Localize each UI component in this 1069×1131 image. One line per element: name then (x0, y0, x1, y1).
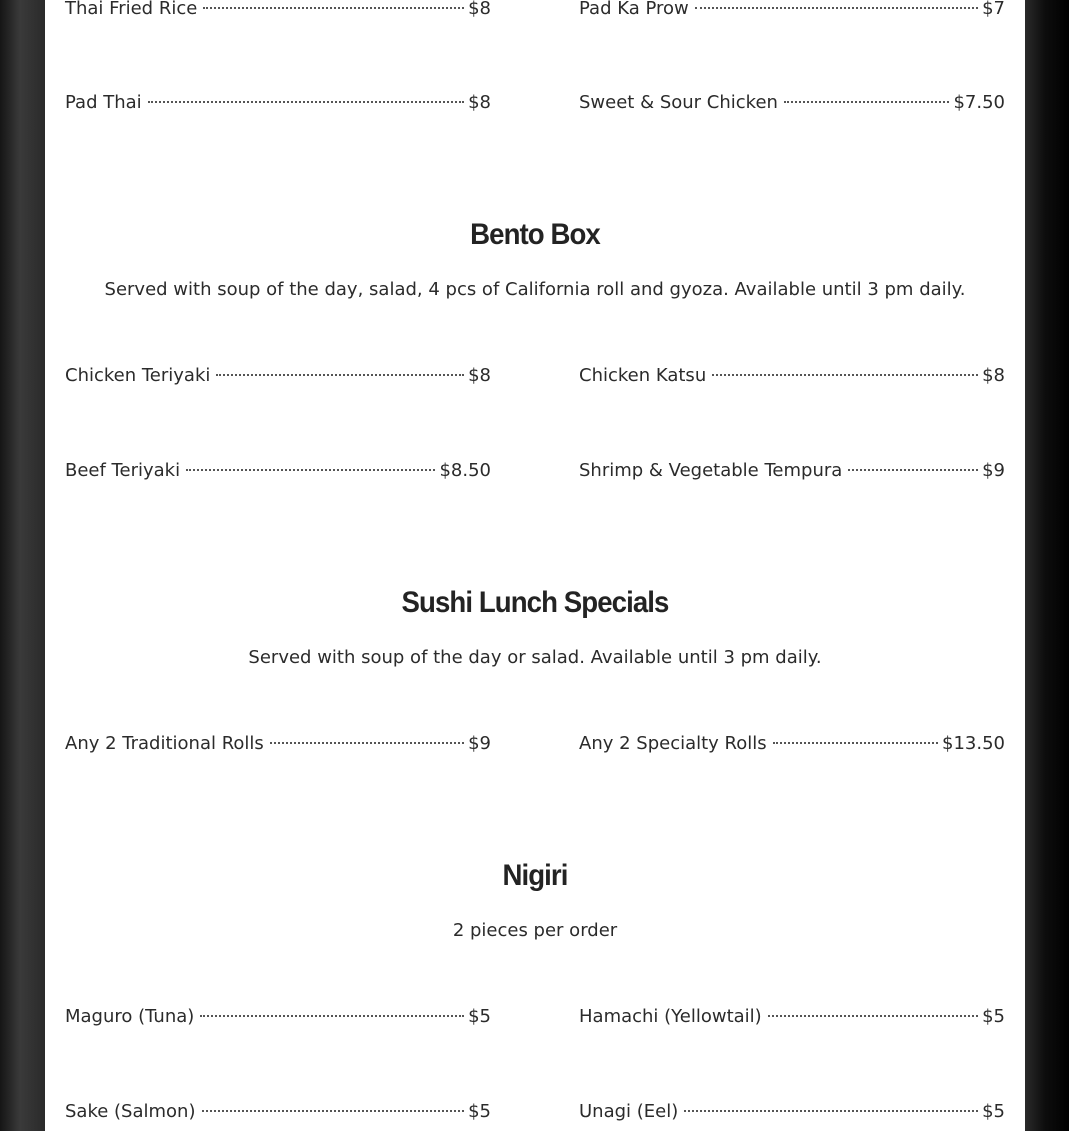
menu-item-name: Unagi (Eel) (579, 1101, 679, 1122)
menu-item (65, 0, 491, 24)
menu-item-name: Chicken Teriyaki (65, 365, 211, 386)
dot-leader (202, 1110, 465, 1112)
menu-item (65, 1097, 491, 1127)
menu-item-name: Any 2 Traditional Rolls (65, 733, 264, 754)
section-title-nigiri: Nigiri (502, 859, 568, 892)
menu-item-name: Chicken Katsu (579, 365, 707, 386)
menu-row (65, 456, 1005, 486)
menu-row (65, 88, 1005, 118)
menu-page (45, 0, 1025, 1131)
dot-leader (768, 1015, 978, 1017)
menu-item (65, 88, 491, 118)
menu-item (579, 361, 1005, 391)
dot-leader (200, 1015, 464, 1017)
menu-row (65, 1002, 1005, 1032)
menu-item-name: Pad Thai (65, 92, 142, 113)
menu-item-price: $9 (468, 733, 491, 754)
menu-item (579, 1002, 1005, 1032)
menu-item (579, 0, 1005, 24)
menu-item-price: $7.50 (953, 92, 1005, 113)
menu-item-price: $5 (982, 1006, 1005, 1027)
menu-item-name: Pad Ka Prow (579, 0, 689, 19)
menu-row (65, 0, 1005, 24)
dot-leader (186, 469, 435, 471)
section-description-sushi-lunch-specials: Served with soup of the day or salad. Available until 3 pm daily. (248, 647, 822, 668)
dot-leader (773, 742, 938, 744)
menu-item-price: $8 (982, 365, 1005, 386)
menu-item-name: Sweet & Sour Chicken (579, 92, 778, 113)
menu-item (65, 1002, 491, 1032)
dot-leader (203, 7, 464, 9)
menu-item-price: $8.50 (439, 460, 491, 481)
section-title-bento-box: Bento Box (470, 218, 600, 251)
menu-item-name: Maguro (Tuna) (65, 1006, 195, 1027)
dot-leader (148, 101, 464, 103)
menu-item (65, 729, 491, 759)
menu-item-name: Beef Teriyaki (65, 460, 181, 481)
menu-item-price: $8 (468, 0, 491, 19)
dot-leader (695, 7, 978, 9)
menu-item-price: $5 (982, 1101, 1005, 1122)
menu-item-name: Any 2 Specialty Rolls (579, 733, 767, 754)
dot-leader (684, 1110, 978, 1112)
menu-row (65, 1097, 1005, 1127)
menu-item-price: $7 (982, 0, 1005, 19)
menu-item (579, 729, 1005, 759)
dot-leader (712, 374, 978, 376)
dot-leader (216, 374, 464, 376)
menu-item-price: $8 (468, 92, 491, 113)
section-description-bento-box: Served with soup of the day, salad, 4 pcs of California roll and gyoza. Available until 3 pm daily. (104, 279, 966, 300)
menu-item (65, 361, 491, 391)
section-title-sushi-lunch-specials: Sushi Lunch Specials (401, 586, 669, 619)
menu-item-price: $8 (468, 365, 491, 386)
menu-item (65, 456, 491, 486)
dot-leader (270, 742, 464, 744)
dot-leader (848, 469, 978, 471)
menu-item-name: Thai Fried Rice (65, 0, 198, 19)
menu-item-price: $5 (468, 1006, 491, 1027)
menu-item-price: $13.50 (942, 733, 1005, 754)
menu-item-name: Shrimp & Vegetable Tempura (579, 460, 843, 481)
menu-row (65, 361, 1005, 391)
menu-row (65, 729, 1005, 759)
menu-item (579, 1097, 1005, 1127)
menu-item-name: Hamachi (Yellowtail) (579, 1006, 762, 1027)
dot-leader (784, 101, 950, 103)
menu-item (579, 456, 1005, 486)
menu-item (579, 88, 1005, 118)
menu-item-price: $9 (982, 460, 1005, 481)
menu-item-name: Sake (Salmon) (65, 1101, 196, 1122)
section-description-nigiri: 2 pieces per order (452, 920, 618, 941)
menu-item-price: $5 (468, 1101, 491, 1122)
